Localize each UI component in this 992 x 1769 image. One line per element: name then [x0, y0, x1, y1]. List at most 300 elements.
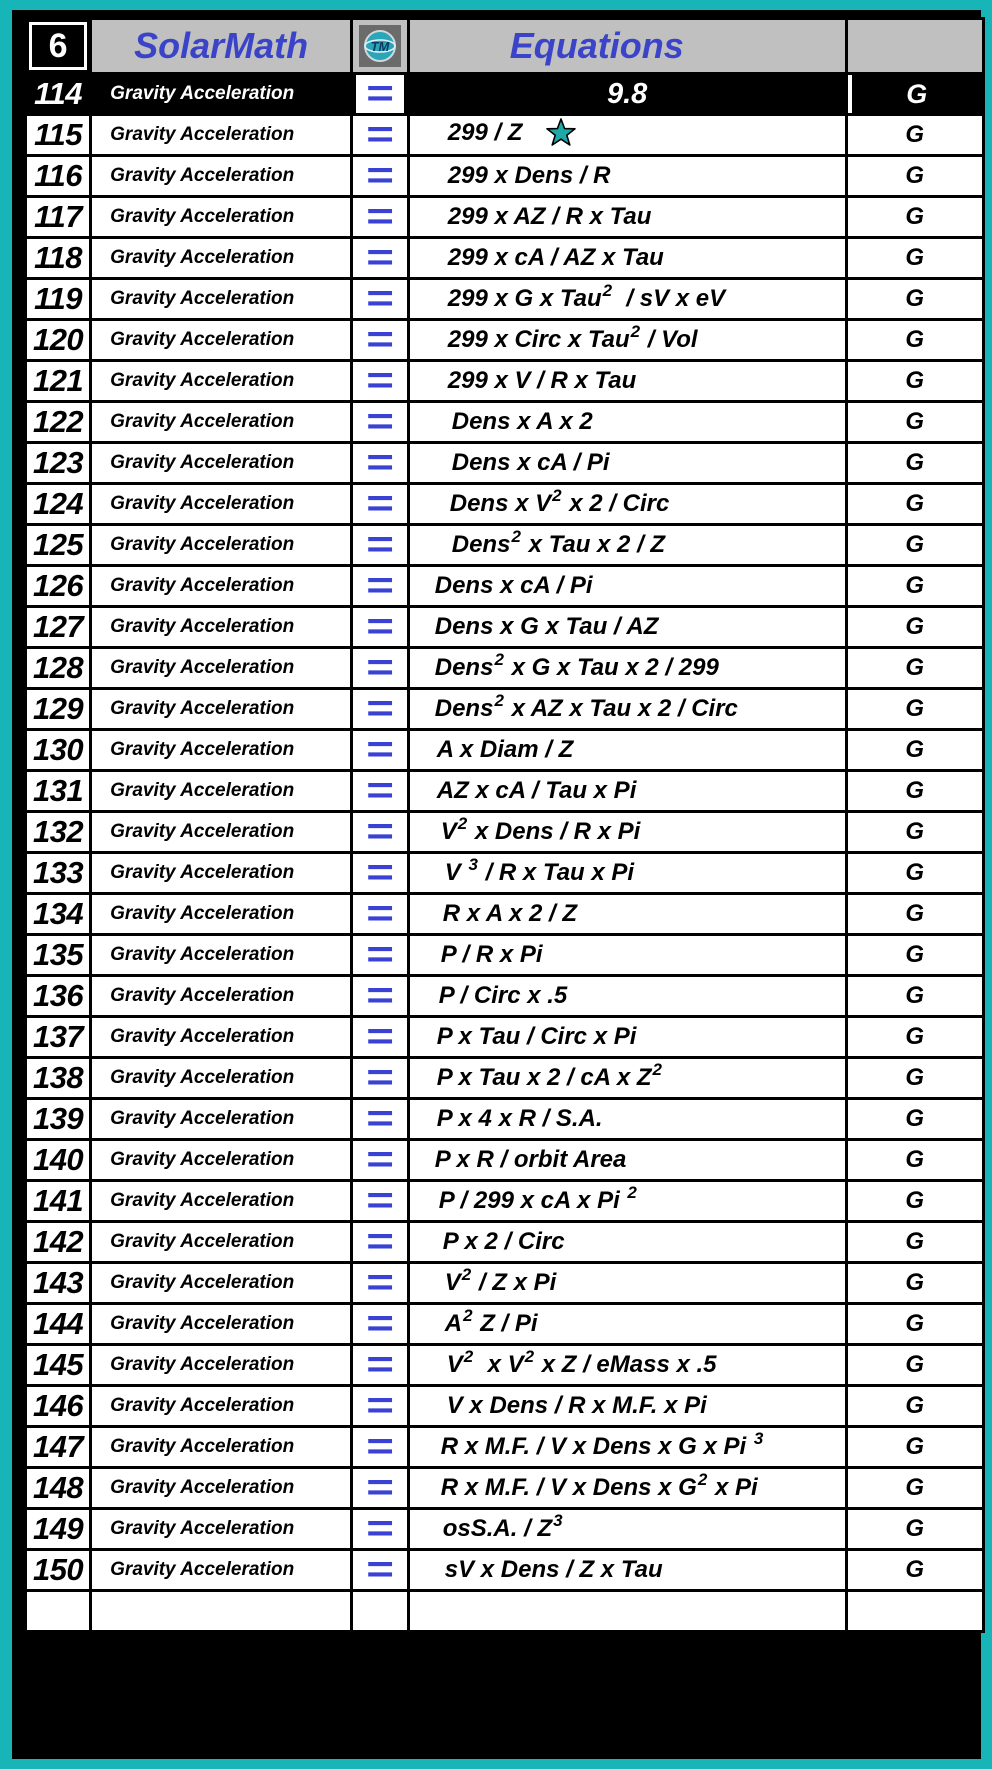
formula-text: x Pi [708, 1474, 758, 1501]
row-result: G [846, 976, 983, 1017]
row-label: Gravity Acceleration [91, 1058, 352, 1099]
row-result: G [846, 1263, 983, 1304]
row-formula [408, 484, 846, 525]
equals-cell [351, 115, 408, 156]
row-label: Gravity Acceleration [91, 976, 352, 1017]
equation-row [26, 1263, 984, 1304]
equation-row [26, 1509, 984, 1550]
row-label: Gravity Acceleration [91, 74, 352, 115]
row-formula [408, 1099, 846, 1140]
row-label: Gravity Acceleration [91, 1427, 352, 1468]
row-result: G [846, 648, 983, 689]
row-number: 144 [26, 1304, 91, 1345]
row-label: Gravity Acceleration [91, 320, 352, 361]
equals-cell [351, 935, 408, 976]
row-result: G [846, 279, 983, 320]
page-number-cell [26, 19, 91, 74]
equals-sign: = [365, 401, 394, 443]
row-label: Gravity Acceleration [91, 197, 352, 238]
equals-cell [351, 894, 408, 935]
equals-cell [351, 1222, 408, 1263]
formula-text: P / R x Pi [440, 941, 543, 968]
formula-text: 299 x AZ / R x Tau [447, 203, 652, 230]
equals-cell [351, 853, 408, 894]
row-label: Gravity Acceleration [91, 771, 352, 812]
equation-row [26, 1099, 984, 1140]
equation-row [26, 443, 984, 484]
equation-row [26, 566, 984, 607]
formula-exponent: 2 [652, 1060, 662, 1079]
formula-exponent: 2 [461, 1265, 472, 1284]
row-result: G [846, 894, 983, 935]
formula-text: / Z x Pi [472, 1269, 557, 1296]
equals-sign: = [365, 1139, 394, 1181]
formula-text: Dens [451, 531, 511, 558]
equation-row [26, 525, 984, 566]
formula-text: sV x Dens / Z x Tau [444, 1556, 663, 1583]
equals-cell [351, 361, 408, 402]
row-result: G [846, 1509, 983, 1550]
formula-exponent: 3 [553, 1511, 563, 1530]
row-formula [408, 812, 846, 853]
row-result: G [846, 1345, 983, 1386]
row-formula [408, 1140, 846, 1181]
equals-sign: = [365, 1467, 394, 1509]
row-number: 134 [26, 894, 91, 935]
formula-text: V [446, 1351, 463, 1378]
formula-text: x Dens / R x Pi [468, 818, 641, 845]
row-label: Gravity Acceleration [91, 279, 352, 320]
row-label: Gravity Acceleration [91, 361, 352, 402]
equations-table [24, 17, 985, 1633]
row-number: 140 [26, 1140, 91, 1181]
formula-text: P / Circ x .5 [438, 982, 568, 1009]
formula-exponent: 2 [463, 1347, 474, 1366]
formula-text: / R x Tau x Pi [478, 859, 635, 886]
equation-row [26, 197, 984, 238]
row-result: G [846, 1017, 983, 1058]
formula-text: x 2 / Circ [562, 490, 670, 517]
row-label: Gravity Acceleration [91, 484, 352, 525]
equals-sign: = [365, 852, 394, 894]
formula-text: / Vol [641, 326, 698, 353]
equation-row [26, 1427, 984, 1468]
row-number: 126 [26, 566, 91, 607]
row-number: 120 [26, 320, 91, 361]
equals-sign: = [365, 1180, 394, 1222]
equals-sign: = [365, 1221, 394, 1263]
formula-exponent: 2 [602, 281, 613, 300]
equals-cell [351, 197, 408, 238]
row-label: Gravity Acceleration [91, 1181, 352, 1222]
empty-cell [351, 1591, 408, 1632]
equals-sign: = [365, 73, 394, 115]
equals-sign: = [365, 729, 394, 771]
row-result: G [846, 1099, 983, 1140]
equals-cell [351, 607, 408, 648]
equation-row [26, 894, 984, 935]
row-formula [408, 1058, 846, 1099]
row-label: Gravity Acceleration [91, 894, 352, 935]
row-number: 117 [26, 197, 91, 238]
equals-cell [351, 402, 408, 443]
row-formula [408, 1386, 846, 1427]
row-number: 129 [26, 689, 91, 730]
equals-cell [351, 1017, 408, 1058]
equation-row [26, 1468, 984, 1509]
row-number: 147 [26, 1427, 91, 1468]
equation-row [26, 812, 984, 853]
row-label: Gravity Acceleration [91, 935, 352, 976]
row-number: 148 [26, 1468, 91, 1509]
row-formula [408, 402, 846, 443]
row-result: G [846, 1304, 983, 1345]
highlight-row [26, 74, 984, 115]
row-result: G [846, 484, 983, 525]
row-label: Gravity Acceleration [91, 648, 352, 689]
formula-text: osS.A. / Z [442, 1515, 553, 1542]
equation-row [26, 935, 984, 976]
row-number: 149 [26, 1509, 91, 1550]
equation-row [26, 1140, 984, 1181]
equals-cell [351, 1550, 408, 1591]
row-formula [408, 238, 846, 279]
equals-sign: = [365, 114, 394, 156]
equals-sign: = [365, 319, 394, 361]
row-formula [408, 156, 846, 197]
row-number: 136 [26, 976, 91, 1017]
row-formula [408, 1017, 846, 1058]
equals-cell [351, 484, 408, 525]
row-number: 139 [26, 1099, 91, 1140]
svg-text:TM: TM [370, 39, 390, 54]
row-number: 138 [26, 1058, 91, 1099]
row-number: 135 [26, 935, 91, 976]
formula-text: Dens x G x Tau / AZ [434, 613, 659, 640]
equals-sign: = [365, 934, 394, 976]
row-formula [408, 443, 846, 484]
row-formula [408, 607, 846, 648]
equals-cell [351, 812, 408, 853]
row-formula [408, 1550, 846, 1591]
row-result: G [846, 730, 983, 771]
row-number: 142 [26, 1222, 91, 1263]
formula-text: x Tau x 2 / Z [521, 531, 666, 558]
equals-cell [351, 443, 408, 484]
formula-text: 299 x G x Tau [447, 285, 602, 312]
formula-text: x V [474, 1351, 524, 1378]
row-number: 131 [26, 771, 91, 812]
row-number: 128 [26, 648, 91, 689]
formula-text: / sV x eV [613, 285, 726, 312]
row-value: 9.8 [408, 74, 846, 115]
header-end-cell [846, 19, 983, 74]
formula-text: 299 x Circ x Tau [447, 326, 630, 353]
formula-exponent: 2 [494, 650, 504, 669]
equation-row [26, 607, 984, 648]
equation-row [26, 648, 984, 689]
row-result: G [846, 689, 983, 730]
equals-cell [351, 1345, 408, 1386]
empty-cell [408, 1591, 846, 1632]
formula-text: R x M.F. / V x Dens x G [440, 1474, 697, 1501]
row-result: G [846, 1427, 983, 1468]
equals-sign: = [365, 1303, 394, 1345]
row-formula [408, 1181, 846, 1222]
formula-text: P x R / orbit Area [434, 1146, 627, 1173]
formula-text: Dens x cA / Pi [451, 449, 610, 476]
formula-text: R x M.F. / V x Dens x G x Pi [440, 1433, 753, 1460]
equals-sign: = [365, 483, 394, 525]
equals-sign: = [365, 606, 394, 648]
equation-row [26, 1550, 984, 1591]
row-result: G [846, 238, 983, 279]
row-result: G [846, 156, 983, 197]
row-result: G [846, 443, 983, 484]
equals-sign: = [365, 278, 394, 320]
equals-cell [351, 1181, 408, 1222]
row-formula [408, 1509, 846, 1550]
equals-cell [351, 320, 408, 361]
row-number: 115 [26, 115, 91, 156]
formula-text: R x A x 2 / Z [442, 900, 578, 927]
row-formula [408, 976, 846, 1017]
equation-row [26, 1345, 984, 1386]
row-label: Gravity Acceleration [91, 1222, 352, 1263]
row-label: Gravity Acceleration [91, 1345, 352, 1386]
formula-exponent: 2 [697, 1470, 708, 1489]
equals-sign: = [365, 975, 394, 1017]
row-label: Gravity Acceleration [91, 443, 352, 484]
row-result: G [846, 853, 983, 894]
row-formula [408, 320, 846, 361]
equals-cell [351, 1058, 408, 1099]
equation-row [26, 853, 984, 894]
row-result: G [846, 1058, 983, 1099]
equals-cell [351, 74, 408, 115]
row-number: 146 [26, 1386, 91, 1427]
formula-text: V x Dens / R x M.F. x Pi [446, 1392, 707, 1419]
formula-text: V [444, 1269, 461, 1296]
equals-sign: = [365, 1262, 394, 1304]
formula-text: x Z / eMass x .5 [535, 1351, 717, 1378]
row-result: G [846, 115, 983, 156]
equals-sign: = [365, 237, 394, 279]
formula-text: Dens x V [449, 490, 552, 517]
formula-text: A x Diam / Z [436, 736, 574, 763]
row-result: G [846, 1468, 983, 1509]
row-result: G [846, 771, 983, 812]
row-label: Gravity Acceleration [91, 1263, 352, 1304]
formula-text: 299 / Z [447, 118, 523, 146]
formula-text: Dens [434, 654, 494, 681]
row-formula [408, 689, 846, 730]
equation-row [26, 730, 984, 771]
equation-row [26, 1181, 984, 1222]
row-label: Gravity Acceleration [91, 1099, 352, 1140]
equation-row [26, 279, 984, 320]
row-number: 122 [26, 402, 91, 443]
empty-cell [26, 1591, 91, 1632]
equals-cell [351, 1099, 408, 1140]
row-formula [408, 279, 846, 320]
equals-cell [351, 566, 408, 607]
row-label: Gravity Acceleration [91, 1509, 352, 1550]
row-formula [408, 1263, 846, 1304]
equation-sheet [12, 10, 981, 1759]
row-result: G [846, 1386, 983, 1427]
row-formula [408, 894, 846, 935]
equals-cell [351, 730, 408, 771]
equation-row [26, 156, 984, 197]
equals-cell [351, 1509, 408, 1550]
row-number: 118 [26, 238, 91, 279]
row-result: G [846, 1550, 983, 1591]
row-formula [408, 361, 846, 402]
equation-row [26, 320, 984, 361]
row-result: G [846, 320, 983, 361]
equation-row [26, 976, 984, 1017]
row-formula [408, 566, 846, 607]
equals-sign: = [365, 1426, 394, 1468]
row-formula [408, 935, 846, 976]
row-result: G [846, 812, 983, 853]
row-number: 137 [26, 1017, 91, 1058]
formula-exponent: 2 [457, 814, 468, 833]
formula-text: 299 x Dens / R [447, 162, 611, 189]
row-label: Gravity Acceleration [91, 607, 352, 648]
row-number: 127 [26, 607, 91, 648]
row-formula [408, 1345, 846, 1386]
equals-cell [351, 525, 408, 566]
formula-text: V [444, 859, 468, 886]
formula-text: P / 299 x cA x Pi [438, 1187, 627, 1214]
formula-exponent: 2 [494, 691, 504, 710]
equals-sign: = [365, 1016, 394, 1058]
equals-cell [351, 279, 408, 320]
equals-cell [351, 648, 408, 689]
formula-text: P x 2 / Circ [442, 1228, 565, 1255]
row-result: G [846, 566, 983, 607]
equals-sign: = [365, 1344, 394, 1386]
equation-row [26, 1058, 984, 1099]
row-number: 121 [26, 361, 91, 402]
row-result: G [846, 1222, 983, 1263]
row-formula [408, 648, 846, 689]
row-result: G [846, 1181, 983, 1222]
formula-exponent: 2 [511, 527, 521, 546]
equals-cell [351, 238, 408, 279]
header-row [26, 19, 984, 74]
equation-row [26, 484, 984, 525]
row-formula [408, 730, 846, 771]
row-number: 114 [26, 74, 91, 115]
formula-text: P x Tau x 2 / cA x Z [436, 1064, 652, 1091]
equals-cell [351, 689, 408, 730]
equals-cell [351, 1140, 408, 1181]
formula-text: Dens x A x 2 [451, 408, 593, 435]
equals-cell [351, 1263, 408, 1304]
formula-exponent: 2 [630, 322, 641, 341]
equals-sign: = [365, 442, 394, 484]
row-formula [408, 1222, 846, 1263]
row-result: G [846, 607, 983, 648]
row-formula [408, 1304, 846, 1345]
row-number: 123 [26, 443, 91, 484]
row-number: 119 [26, 279, 91, 320]
formula-text: P x Tau / Circ x Pi [436, 1023, 637, 1050]
row-result: G [846, 402, 983, 443]
formula-exponent: 2 [552, 486, 562, 505]
formula-text: x AZ x Tau x 2 / Circ [504, 695, 738, 722]
row-label: Gravity Acceleration [91, 1386, 352, 1427]
equation-row [26, 1304, 984, 1345]
row-label: Gravity Acceleration [91, 238, 352, 279]
empty-cell [846, 1591, 983, 1632]
formula-text: x G x Tau x 2 / 299 [504, 654, 719, 681]
row-label: Gravity Acceleration [91, 812, 352, 853]
row-formula [408, 771, 846, 812]
row-number: 130 [26, 730, 91, 771]
row-number: 132 [26, 812, 91, 853]
equals-cell [351, 1386, 408, 1427]
formula-text: 299 x cA / AZ x Tau [447, 244, 664, 271]
formula-text: Dens x cA / Pi [434, 572, 593, 599]
row-number: 124 [26, 484, 91, 525]
empty-cell [91, 1591, 352, 1632]
row-label: Gravity Acceleration [91, 1468, 352, 1509]
equals-cell [351, 976, 408, 1017]
equals-cell [351, 1468, 408, 1509]
tm-globe-logo-icon [359, 25, 401, 67]
equation-row [26, 771, 984, 812]
row-result: G [846, 525, 983, 566]
title-right: Equations [408, 19, 846, 74]
formula-text: AZ x cA / Tau x Pi [436, 777, 637, 804]
row-result: G [846, 935, 983, 976]
formula-text: Dens [434, 695, 494, 722]
row-number: 150 [26, 1550, 91, 1591]
equation-row [26, 1386, 984, 1427]
row-label: Gravity Acceleration [91, 1017, 352, 1058]
equation-row [26, 115, 984, 156]
equals-cell [351, 1427, 408, 1468]
formula-exponent: 2 [524, 1347, 535, 1366]
equals-sign: = [365, 360, 394, 402]
equals-sign: = [365, 770, 394, 812]
row-number: 133 [26, 853, 91, 894]
row-label: Gravity Acceleration [91, 1304, 352, 1345]
row-label: Gravity Acceleration [91, 402, 352, 443]
equals-sign: = [365, 688, 394, 730]
row-formula [408, 1468, 846, 1509]
row-result: G [846, 1140, 983, 1181]
equation-row [26, 1222, 984, 1263]
row-formula [408, 1427, 846, 1468]
equation-row [26, 689, 984, 730]
equation-row [26, 361, 984, 402]
logo-cell [351, 19, 408, 74]
equals-cell [351, 1304, 408, 1345]
formula-text: V [440, 818, 457, 845]
formula-text: Z / Pi [473, 1310, 538, 1337]
equation-row [26, 402, 984, 443]
formula-text: P x 4 x R / S.A. [436, 1105, 603, 1132]
row-formula [408, 197, 846, 238]
equals-sign: = [365, 155, 394, 197]
equals-sign: = [365, 811, 394, 853]
row-formula [408, 853, 846, 894]
